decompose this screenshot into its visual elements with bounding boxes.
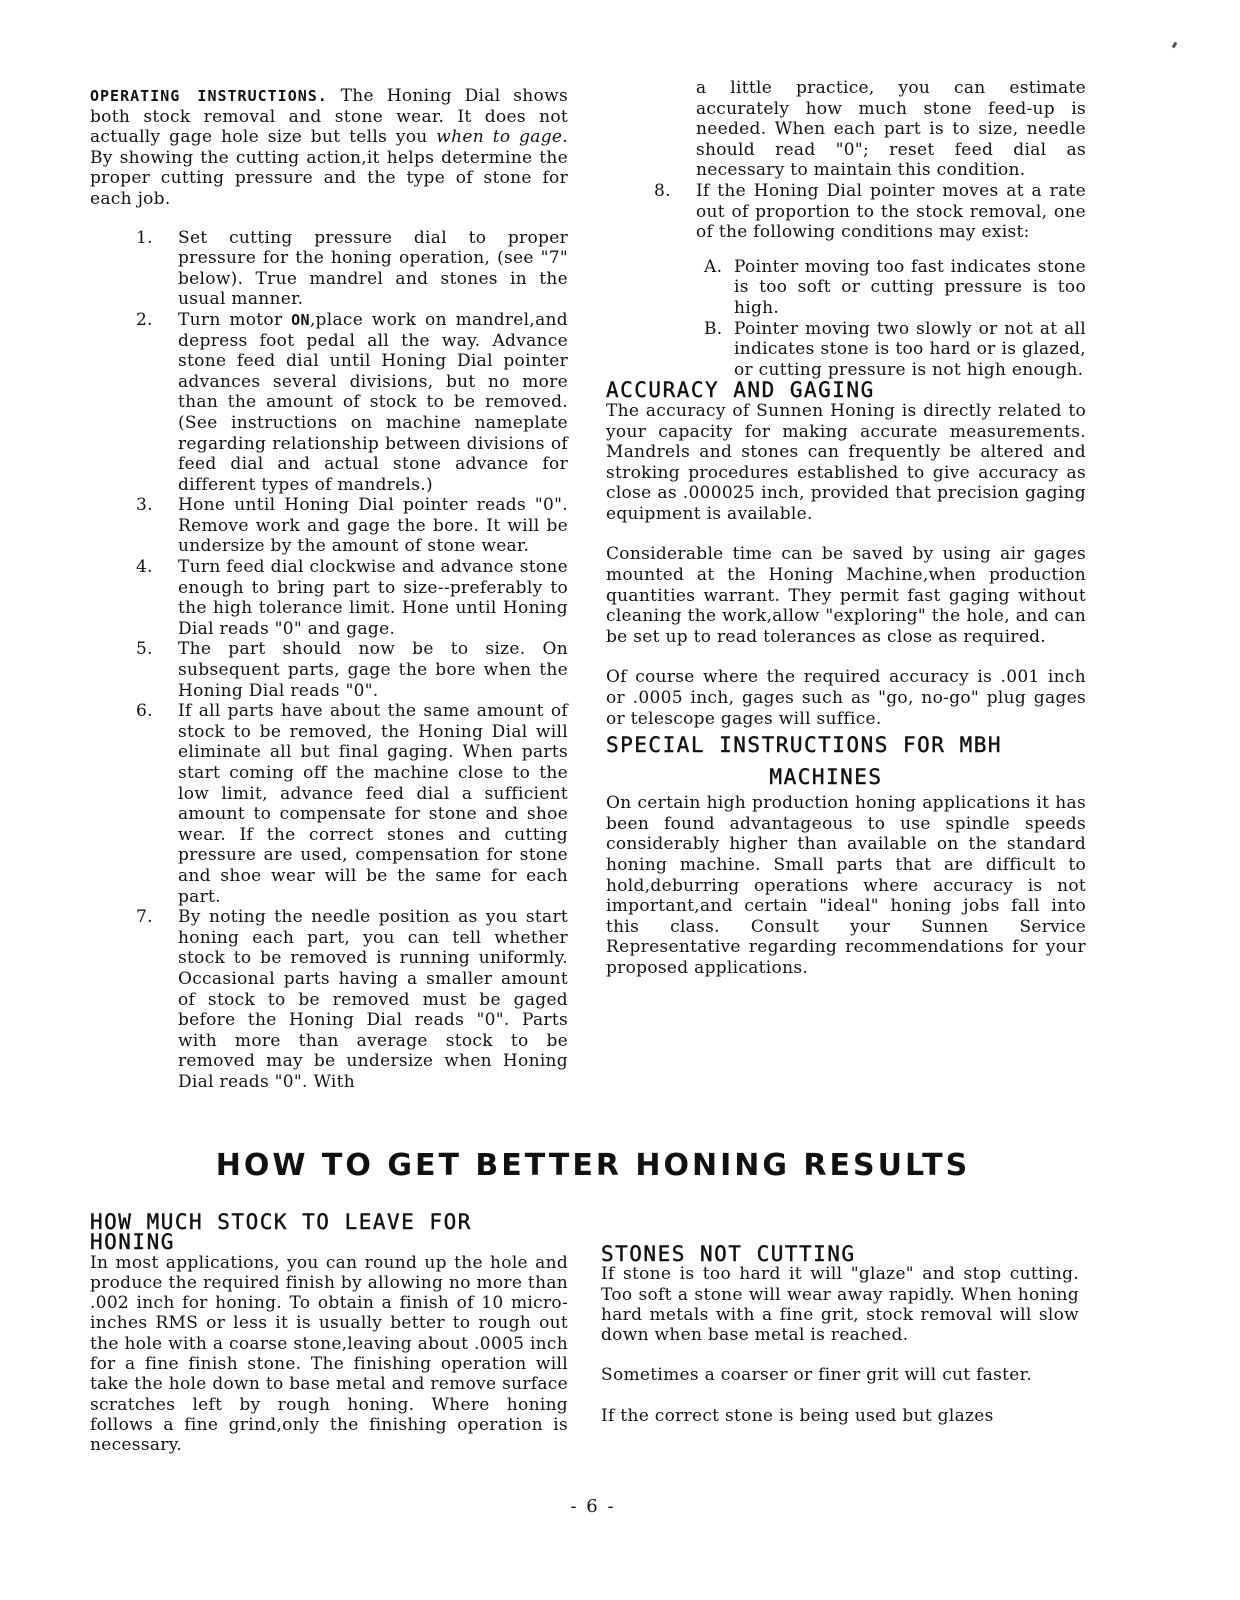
condition-letter: A.	[704, 256, 723, 277]
step-5	[90, 639, 568, 701]
step-1	[90, 228, 568, 310]
step-text-b: ,place work on mandrel,and depress foot pedal all the way. Advance stone feed dial until Honing Dial pointer advances several divisions, but no more than the amount of stock to be removed. (See instructions on machine nameplate regarding relationship between divisions of feed dial and actual stone advance for different types of mandrels.)	[178, 309, 568, 495]
step-4	[90, 557, 568, 639]
step-text: If the Honing Dial pointer moves at a rate out of proportion to the stock removal, one of the following conditions may exist:	[696, 180, 1086, 243]
condition-a	[704, 257, 1086, 319]
instruction-steps	[90, 228, 568, 1093]
step-7-continuation: a little practice, you can estimate accurately how much stone feed-up is needed. When each part is to size, needle should read "0"; reset feed dial as necessary to maintain this condition.	[696, 78, 1086, 181]
step-bold: ON	[291, 310, 310, 329]
step-text: Turn feed dial clockwise and advance stone enough to bring part to size--preferably to the high tolerance limit. Hone until Honing Dial reads "0" and gage.	[178, 557, 568, 639]
condition-b	[704, 319, 1086, 381]
accuracy-heading: ACCURACY AND GAGING	[606, 378, 875, 403]
left-column	[90, 86, 568, 1093]
step-number: 5.	[136, 639, 153, 660]
intro-emphasis: when to gage.	[436, 127, 568, 148]
step-number: 4.	[136, 557, 153, 578]
step-number: 3.	[136, 495, 153, 516]
main-title: HOW TO GET BETTER HONING RESULTS	[215, 1148, 971, 1183]
step-7	[90, 907, 568, 1092]
intro-text-a: The Honing Dial shows both stock removal and stone wear. It does not actually gage hole size but tells you	[90, 86, 568, 148]
step-text: Set cutting pressure dial to proper pressure for the honing operation, (see "7" below). True mandrel and stones in the usual manner.	[178, 227, 568, 310]
step-text: By noting the needle position as you start honing each part, you can tell whether stock to be removed is running uniformly. Occasional parts having a smaller amount of stock to be removed must be gaged before the Honing Dial reads "0". Parts with more than average stock to be removed may be undersize when Honing Dial reads "0". With	[178, 907, 568, 1092]
step-number: 7.	[136, 907, 153, 928]
stones-paragraph-1: If stone is too hard it will "glaze" and stop cutting. Too soft a stone will wear away rapidly. When honing hard metals with a fine grit, stock removal will slow down when base metal is reached.	[601, 1264, 1079, 1346]
condition-letter: B.	[704, 318, 723, 339]
stones-section	[601, 1244, 1079, 1426]
step-text: If all parts have about the same amount of stock to be removed, the Honing Dial will eliminate all but final gaging. When parts start coming off the machine close to the low limit, advance feed dial a sufficient amount to compensate for stone and shoe wear. If the correct stones and cutting pressure are used, compensation for stone and shoe wear will be the same for each part.	[178, 701, 568, 907]
step-6	[90, 701, 568, 907]
step-text: The part should now be to size. On subsequent parts, gage the bore when the Honing Dial reads "0".	[178, 639, 568, 701]
page-number: - 6 -	[570, 1496, 616, 1517]
scan-speck	[1172, 42, 1178, 49]
step-number: 8.	[654, 180, 671, 201]
operating-instructions-label: OPERATING INSTRUCTIONS.	[90, 87, 328, 105]
stock-paragraph: In most applications, you can round up the hole and produce the required finish by allowing no more than .002 inch for honing. To obtain a finish of 10 micro-inches RMS or less it is usually better to rough out the hole with a coarse stone,leaving about .0005 inch for a fine finish stone. The finishing operation will take the hole down to base metal and remove surface scratches left by rough honing. Where honing follows a fine grind,only the finishing operation is necessary.	[90, 1252, 568, 1456]
special-heading-line-1: SPECIAL INSTRUCTIONS FOR MBH	[606, 733, 1003, 758]
stones-paragraph-2: Sometimes a coarser or finer grit will cut faster.	[601, 1365, 1032, 1386]
step-number: 2.	[136, 309, 153, 330]
special-instructions-heading	[606, 729, 1086, 793]
stock-heading: HOW MUCH STOCK TO LEAVE FOR HONING	[90, 1210, 472, 1255]
stock-section	[90, 1212, 568, 1456]
accuracy-paragraph-2: Considerable time can be saved by using air gages mounted at the Honing Machine,when production quantities warrant. They permit fast gaging without cleaning the work,allow "exploring" the hole, and can be set up to read tolerances as close as required.	[606, 544, 1086, 647]
step-2	[90, 310, 568, 495]
condition-list	[704, 257, 1086, 381]
intro-text-b: By showing the cutting action,it helps determine the proper cutting pressure and the type of stone for each job.	[90, 147, 568, 209]
accuracy-paragraph-1: The accuracy of Sunnen Honing is directly related to your capacity for making accurate measurements. Mandrels and stones can frequently be altered and stroking procedures established to give accuracy as close as .000025 inch, provided that precision gaging equipment is available.	[606, 400, 1086, 524]
stones-heading: STONES NOT CUTTING	[601, 1242, 856, 1266]
step-text: Hone until Honing Dial pointer reads "0". Remove work and gage the bore. It will be undersize by the amount of stone wear.	[178, 495, 568, 557]
right-column	[606, 78, 1086, 979]
step-number: 6.	[136, 701, 153, 722]
step-3	[90, 495, 568, 557]
condition-text: Pointer moving two slowly or not at all indicates stone is too hard or is glazed, or cutting pressure is not high enough.	[734, 318, 1086, 380]
special-paragraph: On certain high production honing applications it has been found advantageous to use spindle speeds considerably higher than available on the standard honing machine. Small parts that are difficult to hold,deburring operations where accuracy is not important,and certain "ideal" honing jobs fall into this class. Consult your Sunnen Service Representative regarding recommendations for your proposed applications.	[606, 793, 1086, 978]
step-number: 1.	[136, 227, 153, 248]
step-text-a: Turn motor	[178, 309, 283, 330]
accuracy-paragraph-3: Of course where the required accuracy is .001 inch or .0005 inch, gages such as "go, no-go" plug gages or telescope gages will suffice.	[606, 667, 1086, 729]
stones-paragraph-3: If the correct stone is being used but glazes	[601, 1405, 994, 1426]
condition-text: Pointer moving too fast indicates stone is too soft or cutting pressure is too high.	[734, 256, 1086, 318]
operating-intro	[90, 86, 568, 210]
step-8	[606, 181, 1086, 243]
special-heading-line-2: MACHINES	[769, 765, 883, 790]
